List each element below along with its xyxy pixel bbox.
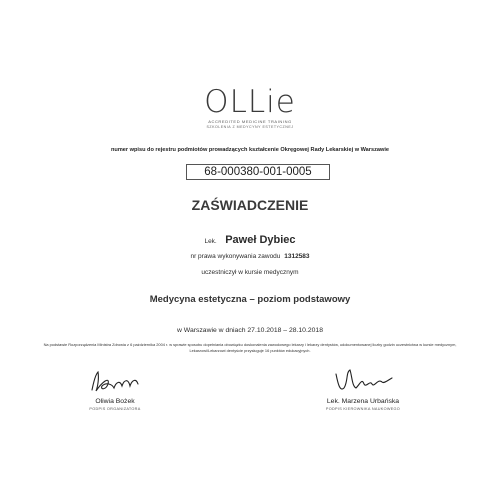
logo-tagline-2: SZKOLENIA Z MEDYCYNY ESTETYCZNEJ <box>206 125 294 129</box>
participation-text: uczestniczył w kursie medycznym <box>201 269 299 276</box>
logo-tagline-1: ACCREDITED MEDICINE TRAINING <box>208 119 292 124</box>
scientific-director-handwritten-signature <box>328 366 398 396</box>
ollie-logo <box>0 86 500 130</box>
course-name: Medycyna estetyczna – poziom podstawowy <box>149 294 351 305</box>
recipient-prefix: Lek. <box>204 238 217 245</box>
legal-basis-text: Na podstawie Rozporządzenia Ministra Zdrowia z 6 października 2004 r. w sprawie sposobu dopełniania obowiązku doskonalenia zawodowego lekarzy i lekarzy dentystów, udokumentowanej liczby godzin uczestnictwa w kursie medycznym, Lekarzowi/Lekarzowi dentyście przysługuje 16 punktów edukacyjnych. <box>43 342 457 354</box>
recipient-name: Paweł Dybiec <box>225 234 296 246</box>
scientific-director-name: Lek. Marzena Urbańska <box>326 398 400 405</box>
organizer-handwritten-signature <box>80 366 150 396</box>
registry-text: numer wpisu do rejestru podmiotów prowadzących kształcenie Okręgowej Rady Lekarskiej w Warszawie <box>110 147 389 153</box>
scientific-director-signature-block <box>278 366 448 411</box>
course-dates: w Warszawie w dniach 27.10.2018 – 28.10.2018 <box>177 327 323 334</box>
organizer-signature-block <box>30 366 200 411</box>
certificate-number: 68-000380-001-0005 <box>186 164 330 180</box>
license-row <box>0 253 500 260</box>
certificate-title: ZAŚWIADCZENIE <box>191 197 309 213</box>
scientific-director-role: PODPIS KIEROWNIKA NAUKOWEGO <box>325 407 401 411</box>
license-label: nr prawa wykonywania zawodu <box>190 253 281 260</box>
organizer-name: Oliwia Bożek <box>95 398 135 405</box>
organizer-role: PODPIS ORGANIZATORA <box>89 407 141 411</box>
license-number: 1312583 <box>284 253 310 260</box>
recipient-row <box>0 230 500 248</box>
logo-wordmark: OLLie <box>204 84 296 120</box>
